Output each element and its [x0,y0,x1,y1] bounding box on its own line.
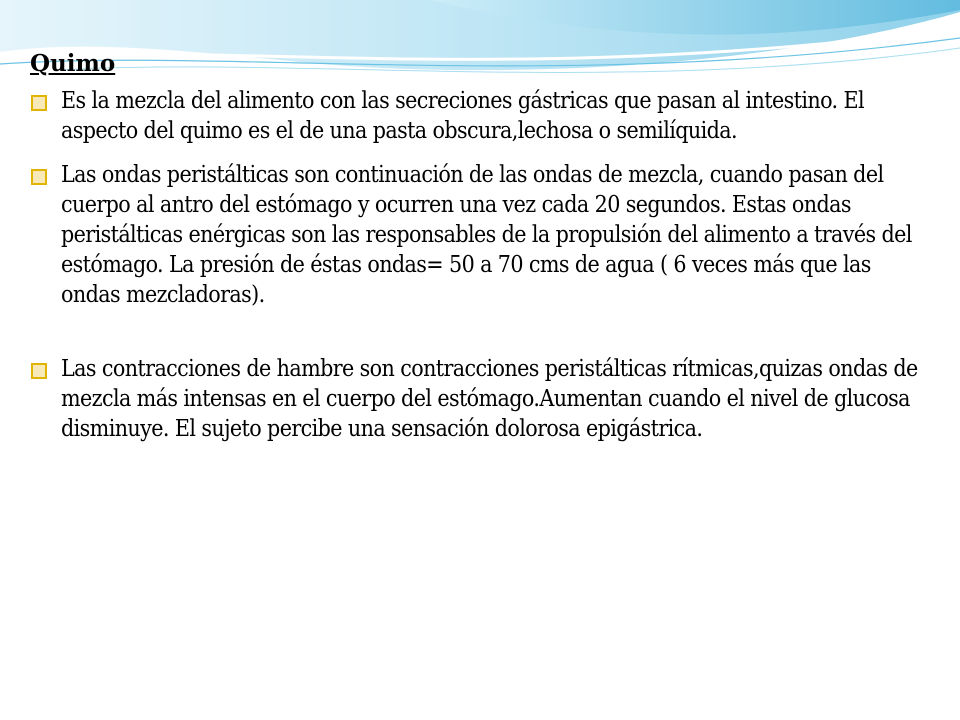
bullet-text: Las ondas peristálticas son continuación de las ondas de mezcla, cuando pasan del cuerpo al antro del estómago y ocurren una vez cada 20 segundos. Estas ondas peristálticas enérgicas son las responsables de la propulsión del alimento a través del estómago. La presión de éstas ondas= 50 a 70 cms de agua ( 6 veces más que las ondas mezcladoras). [61,162,912,308]
list-item [30,160,930,310]
slide-content [30,42,930,444]
checkbox-square-icon [31,363,47,379]
bullet-text: Es la mezcla del alimento con las secreciones gástricas que pasan al intestino. El aspecto del quimo es el de una pasta obscura,lechosa o semilíquida. [61,88,864,144]
checkbox-square-icon [31,169,47,185]
bullet-text: Las contracciones de hambre son contracciones peristálticas rítmicas,quizas ondas de mezcla más intensas en el cuerpo del estómago.Aumentan cuando el nivel de glucosa disminuye. El sujeto percibe una sensación dolorosa epigástrica. [61,356,918,442]
checkbox-square-icon [31,95,47,111]
slide-title: Quimo [30,50,116,77]
list-item [30,354,930,444]
bullet-list [30,86,930,444]
list-item [30,86,930,146]
